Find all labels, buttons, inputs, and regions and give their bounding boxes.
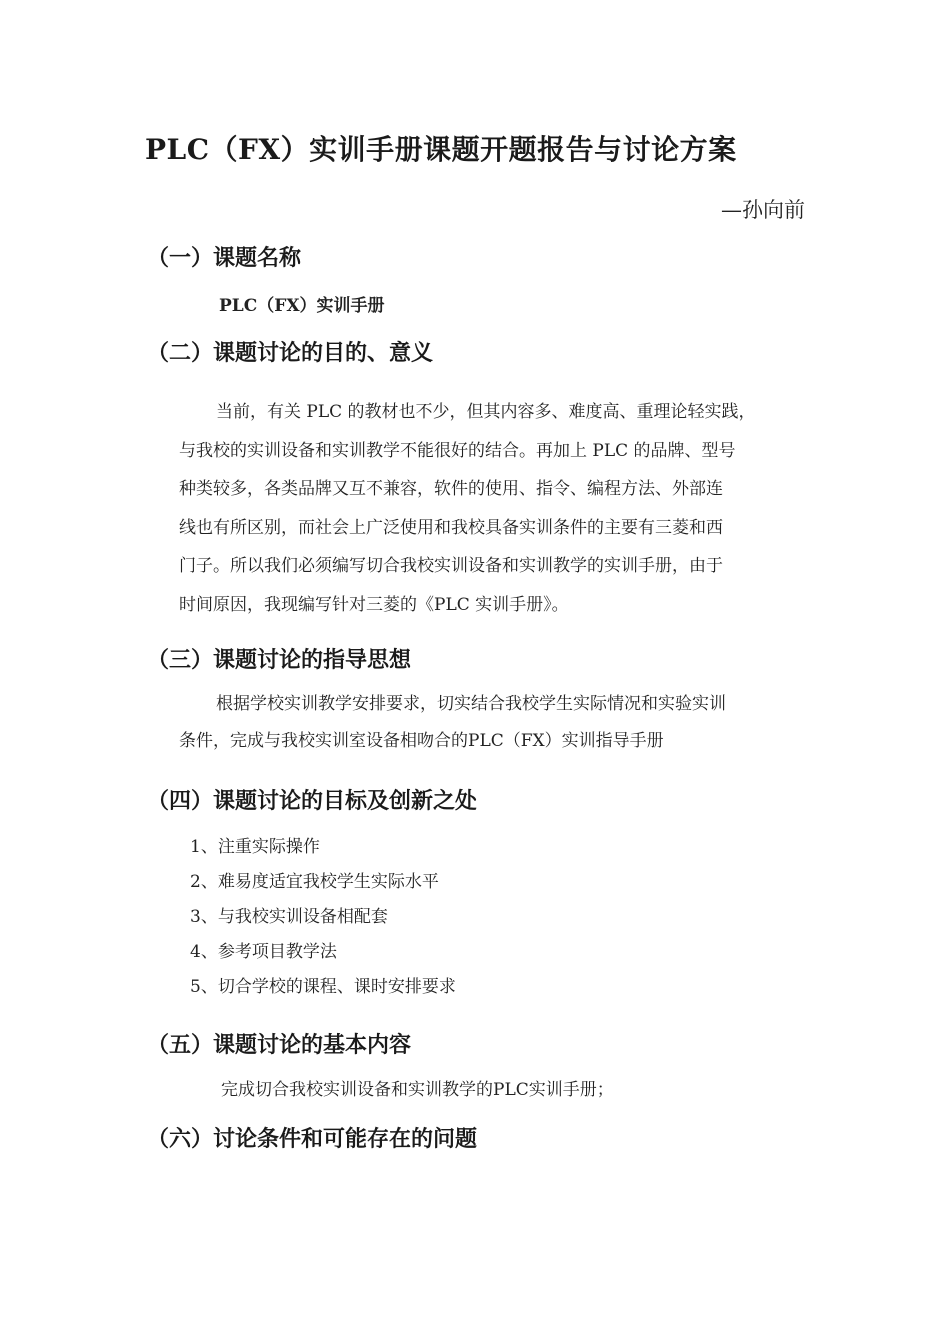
goals-list	[190, 830, 456, 1005]
section-heading-4: （四）课题讨论的目标及创新之处	[147, 788, 478, 814]
basic-content-text: 完成切合我校实训设备和实训教学的PLC实训手册；	[221, 1080, 614, 1100]
guiding-paragraph	[179, 686, 819, 760]
paragraph-line: 门子。所以我们必须编写切合我校实训设备和实训教学的实训手册，由于	[179, 556, 723, 576]
paragraph-line: 种类较多，各类品牌又互不兼容，软件的使用、指令、编程方法、外部连	[179, 479, 723, 499]
section-heading-6: （六）讨论条件和可能存在的问题	[147, 1126, 478, 1152]
list-item: 1、注重实际操作	[190, 837, 320, 857]
paragraph-line: 条件，完成与我校实训室设备相吻合的PLC（FX）实训指导手册	[179, 731, 664, 751]
author-line: —孙向前	[721, 198, 805, 222]
paragraph-line: 根据学校实训教学安排要求，切实结合我校学生实际情况和实验实训	[216, 694, 726, 714]
list-item: 2、难易度适宜我校学生实际水平	[190, 872, 439, 892]
purpose-paragraph	[179, 393, 819, 624]
section-heading-5: （五）课题讨论的基本内容	[147, 1032, 412, 1058]
section-heading-3: （三）课题讨论的指导思想	[147, 647, 412, 673]
paragraph-line: 时间原因，我现编写针对三菱的《PLC 实训手册》。	[179, 594, 569, 615]
section-heading-1: （一）课题名称	[147, 245, 302, 271]
list-item: 4、参考项目教学法	[190, 942, 337, 962]
project-name: PLC（FX）实训手册	[219, 296, 385, 316]
document-title: PLC（FX）实训手册课题开题报告与讨论方案	[145, 133, 737, 166]
section-heading-2: （二）课题讨论的目的、意义	[147, 340, 434, 366]
list-item: 5、切合学校的课程、课时安排要求	[190, 977, 456, 997]
paragraph-line: 线也有所区别，而社会上广泛使用和我校具备实训条件的主要有三菱和西	[179, 517, 723, 538]
paragraph-line: 当前，有关 PLC 的教材也不少，但其内容多、难度高、重理论轻实践，	[216, 402, 756, 422]
list-item: 3、与我校实训设备相配套	[190, 907, 388, 927]
paragraph-line: 与我校的实训设备和实训教学不能很好的结合。再加上 PLC 的品牌、型号	[179, 440, 736, 461]
